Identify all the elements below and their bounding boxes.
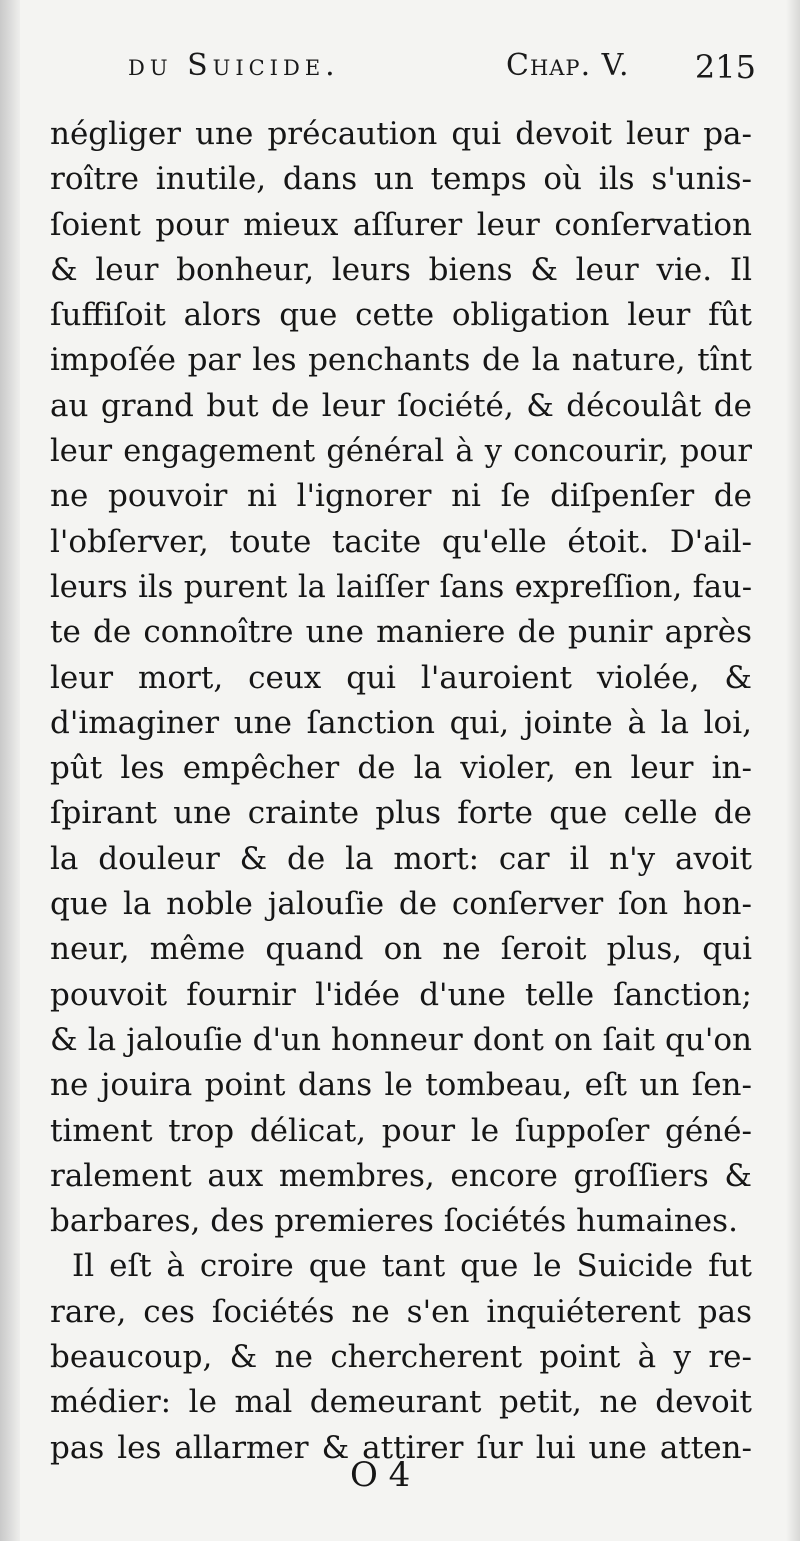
page-gutter-shadow bbox=[0, 0, 20, 1541]
text-line: ſoient pour mieux aſſurer leur conſervation bbox=[50, 206, 752, 243]
text-line: leurs ils purent la laiſſer ſans expreſſion, fau- bbox=[50, 569, 752, 605]
text-line: roître inutile, dans un temps où ils s'unis- bbox=[50, 161, 752, 198]
page-edge-shadow bbox=[786, 0, 800, 1541]
text-line: la douleur & de la mort: car il n'y avoit bbox=[50, 840, 752, 877]
text-line: te de connoître une maniere de punir après bbox=[50, 614, 752, 651]
text-line: négliger une précaution qui devoit leur pa- bbox=[50, 116, 752, 152]
text-line: ralement aux membres, encore groſſiers & bbox=[50, 1157, 752, 1194]
text-line: ne jouira point dans le tombeau, eſt un ſen- bbox=[50, 1067, 752, 1104]
text-line: pas les allarmer & attirer ſur lui une atten- bbox=[50, 1429, 752, 1466]
paragraph-start-line: Il eſt à croire que tant que le Suicide fut bbox=[72, 1248, 752, 1285]
text-line: & leur bonheur, leurs biens & leur vie. Il bbox=[50, 251, 752, 288]
text-line: beaucoup, & ne chercherent point à y re- bbox=[50, 1339, 752, 1376]
paragraph-end-line: barbares, des premieres ſociétés humaines. bbox=[50, 1203, 738, 1240]
text-line: d'imaginer une ſanction qui, jointe à la loi, bbox=[50, 704, 752, 741]
signature-mark: O 4 bbox=[350, 1455, 411, 1495]
text-line: ne pouvoir ni l'ignorer ni ſe diſpenſer de bbox=[50, 478, 752, 515]
running-header bbox=[128, 44, 758, 96]
chapter-label: Chap. V. bbox=[506, 48, 630, 83]
text-line: impoſée par les penchants de la nature, tînt bbox=[50, 342, 752, 379]
text-line: médier: le mal demeurant petit, ne devoit bbox=[50, 1384, 752, 1421]
text-line: pût les empêcher de la violer, en leur in- bbox=[50, 750, 752, 787]
text-line: leur mort, ceux qui l'auroient violée, & bbox=[50, 659, 752, 696]
text-line: pouvoit fournir l'idée d'une telle ſanction; bbox=[50, 976, 752, 1013]
text-line: & la jalouſie d'un honneur dont on ſait qu'on bbox=[50, 1021, 752, 1058]
text-line: l'obſerver, toute tacite qu'elle étoit. D'ail- bbox=[50, 523, 752, 560]
text-line: au grand but de leur ſociété, & découlât de bbox=[50, 387, 752, 424]
page-number: 215 bbox=[694, 48, 756, 86]
text-line: leur engagement général à y concourir, pour bbox=[50, 434, 752, 470]
body-text bbox=[50, 112, 752, 1471]
text-line: ſpirant une crainte plus forte que celle de bbox=[50, 795, 752, 832]
text-line: neur, même quand on ne ſeroit plus, qui bbox=[50, 931, 752, 968]
text-line: timent trop délicat, pour le ſuppoſer géné- bbox=[50, 1112, 752, 1149]
text-line: que la noble jalouſie de conſerver ſon hon- bbox=[50, 886, 752, 923]
text-line: rare, ces ſociétés ne s'en inquiéterent pas bbox=[50, 1293, 752, 1330]
running-title: du Suicide. bbox=[128, 48, 340, 83]
text-line: ſuffiſoit alors que cette obligation leur fût bbox=[50, 297, 752, 334]
